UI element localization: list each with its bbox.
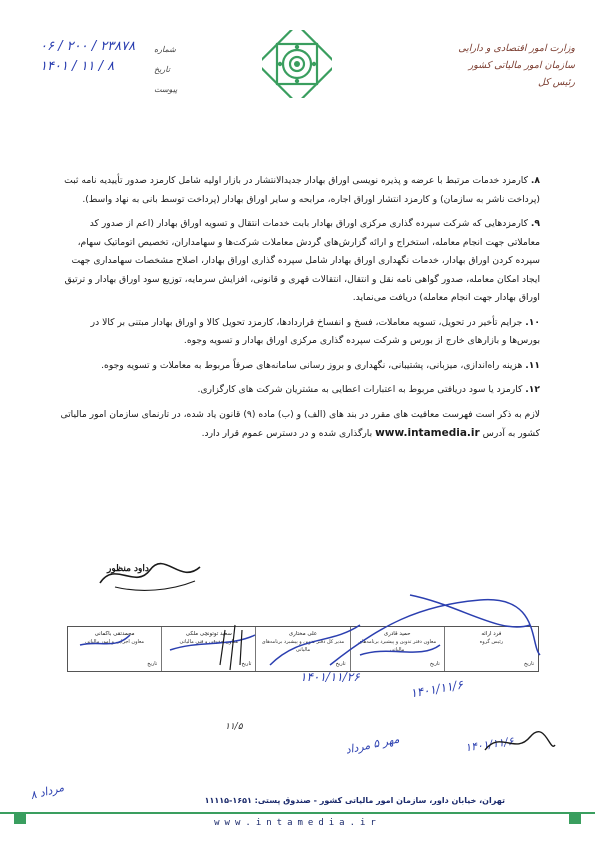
approval-cell: محمدتقی باکمانی معاون اجرایی و امور مالیاتی تاریخ: [85, 631, 158, 667]
footer-address: تهران، خیابان داور، سازمان امور مالیاتی کشور - صندوق پستی: ۱۶۵۱-۱۱۱۱۵: [204, 796, 505, 805]
list-item: ۹. کارمزدهایی که شرکت سپرده گذاری مرکزی اوراق بهادار بابت خدمات انتقال و تسویه اوراق بهادار (اعم از صدور کد معاملاتی جهت انجام معامله، استخراج و ارائه گزارش‌های گردش معاملات شرکت‌ها و سهامداران، تخصیص اتوماتیک سهام، سپرده کردن اوراق بهادار، خدمات نگهداری اوراق بهادار شامل سپرده گذاری اوراق بهادار، اصلاح مشخصات سهامداری جهت ایجاد امکان معامله، صدور گواهی نامه نقل و انتقال، انتقالات قهری و قانونی، افزایش سرمایه، توزیع سود اوراق بهادار و ترتیق اوراق بهادار جهت انجام معامله) دریافت می‌نماید.: [64, 218, 540, 303]
approval-cell: علی مختاری مدیر کل دفتر تدوین و پیشبرد برنامه‌های مالیاتی تاریخ: [255, 627, 349, 671]
letter-body: [60, 172, 540, 450]
ministry-name: وزارت امور اقتصادی و دارایی: [458, 43, 575, 54]
handwritten-note: ۸ مرداد: [28, 780, 66, 803]
approval-cell: فرد ارائه رئیس گروه تاریخ: [444, 627, 538, 671]
reference-date-row: [36, 58, 186, 78]
handwritten-signature: [480, 725, 560, 765]
date-label: تاریخ: [154, 65, 170, 74]
number-value: ۰۶ / ۲۰۰ / ۲۳۸۷۸: [40, 39, 136, 54]
list-item: ۱۱. هزینه راه‌اندازی، میزبانی، پشتیبانی، نگهداری و بروز رسانی سامانه‌های صرفاً مربوط به معاملات و تسویه وجوه.: [101, 359, 540, 371]
handwritten-date: ۱۴۰۱/۱۱/۲۶: [300, 670, 360, 684]
number-label: شماره: [154, 45, 176, 54]
attachment-label: پیوست: [154, 85, 178, 94]
date-value: ۱۴۰۱ / ۱۱ / ۸: [40, 59, 115, 74]
tax-organization-logo: [262, 30, 332, 98]
handwritten-date: ۱۴۰۱/۱۱/۶: [464, 734, 515, 755]
footer-website[interactable]: www.intamedia.ir: [214, 818, 381, 828]
approval-cell: سعید توتونچی ملکی معاون حقوقی و فنی مالیاتی تاریخ: [161, 627, 255, 671]
head-title: رئیس کل: [538, 77, 575, 88]
approval-cell: حمید قادری معاون دفتر تدوین و پیشبرد برنامه‌های مالیاتی تاریخ: [350, 627, 444, 671]
website-link[interactable]: www.intamedia.ir: [375, 427, 480, 439]
reference-number-row: [36, 38, 186, 58]
closing-paragraph: لازم به ذکر است فهرست معافیت های مقرر در بند های (الف) و (ب) ماده (۹) قانون یاد شده، در تارنمای سازمان امور مالیاتی کشور به آدرس www.intamedia.ir بارگذاری شده و در دسترس عموم قرار دارد.: [60, 408, 540, 439]
organization-name: سازمان امور مالیاتی کشور: [468, 60, 575, 71]
ministry-header: [425, 40, 575, 91]
handwritten-date: ۱۴۰۱/۱۱/۶: [409, 677, 465, 701]
list-item: ۱۲. کارمزد یا سود دریافتی مربوط به اعتبارات اعطایی به مشتریان شرکت های کارگزاری.: [197, 384, 540, 395]
signatory-name: داود منظور: [107, 564, 149, 574]
handwritten-note: مهر ۵ مرداد: [344, 732, 401, 757]
list-item: ۸. کارمزد خدمات مرتبط با عرضه و پذیره نویسی اوراق بهادار جدیدالانتشار در بازار اولیه شامل کارمزد صدور تأییدیه نامه ثبت (پرداخت ناشر به سازمان) و کارمزد انتشار اوراق اجاره، مرابحه و سایر اوراق بهادار (پرداخت توسط بانی به نهاد واسط).: [64, 175, 540, 205]
list-item: ۱۰. جرایم تأخیر در تحویل، تسویه معاملات، فسخ و انفساخ قراردادها، کارمزد تحویل کالا و اوراق بهادار مبتنی بر کالا در بورس‌ها و بازارهای خارج از بورس و شرکت سپرده گذاری مرکزی اوراق بهادار و تسویه وجوه.: [90, 316, 540, 346]
attachment-row: [36, 78, 186, 98]
handwritten-note: ۱۱/۵: [225, 722, 243, 732]
reference-block: [36, 38, 186, 98]
footer-divider: [0, 812, 595, 814]
